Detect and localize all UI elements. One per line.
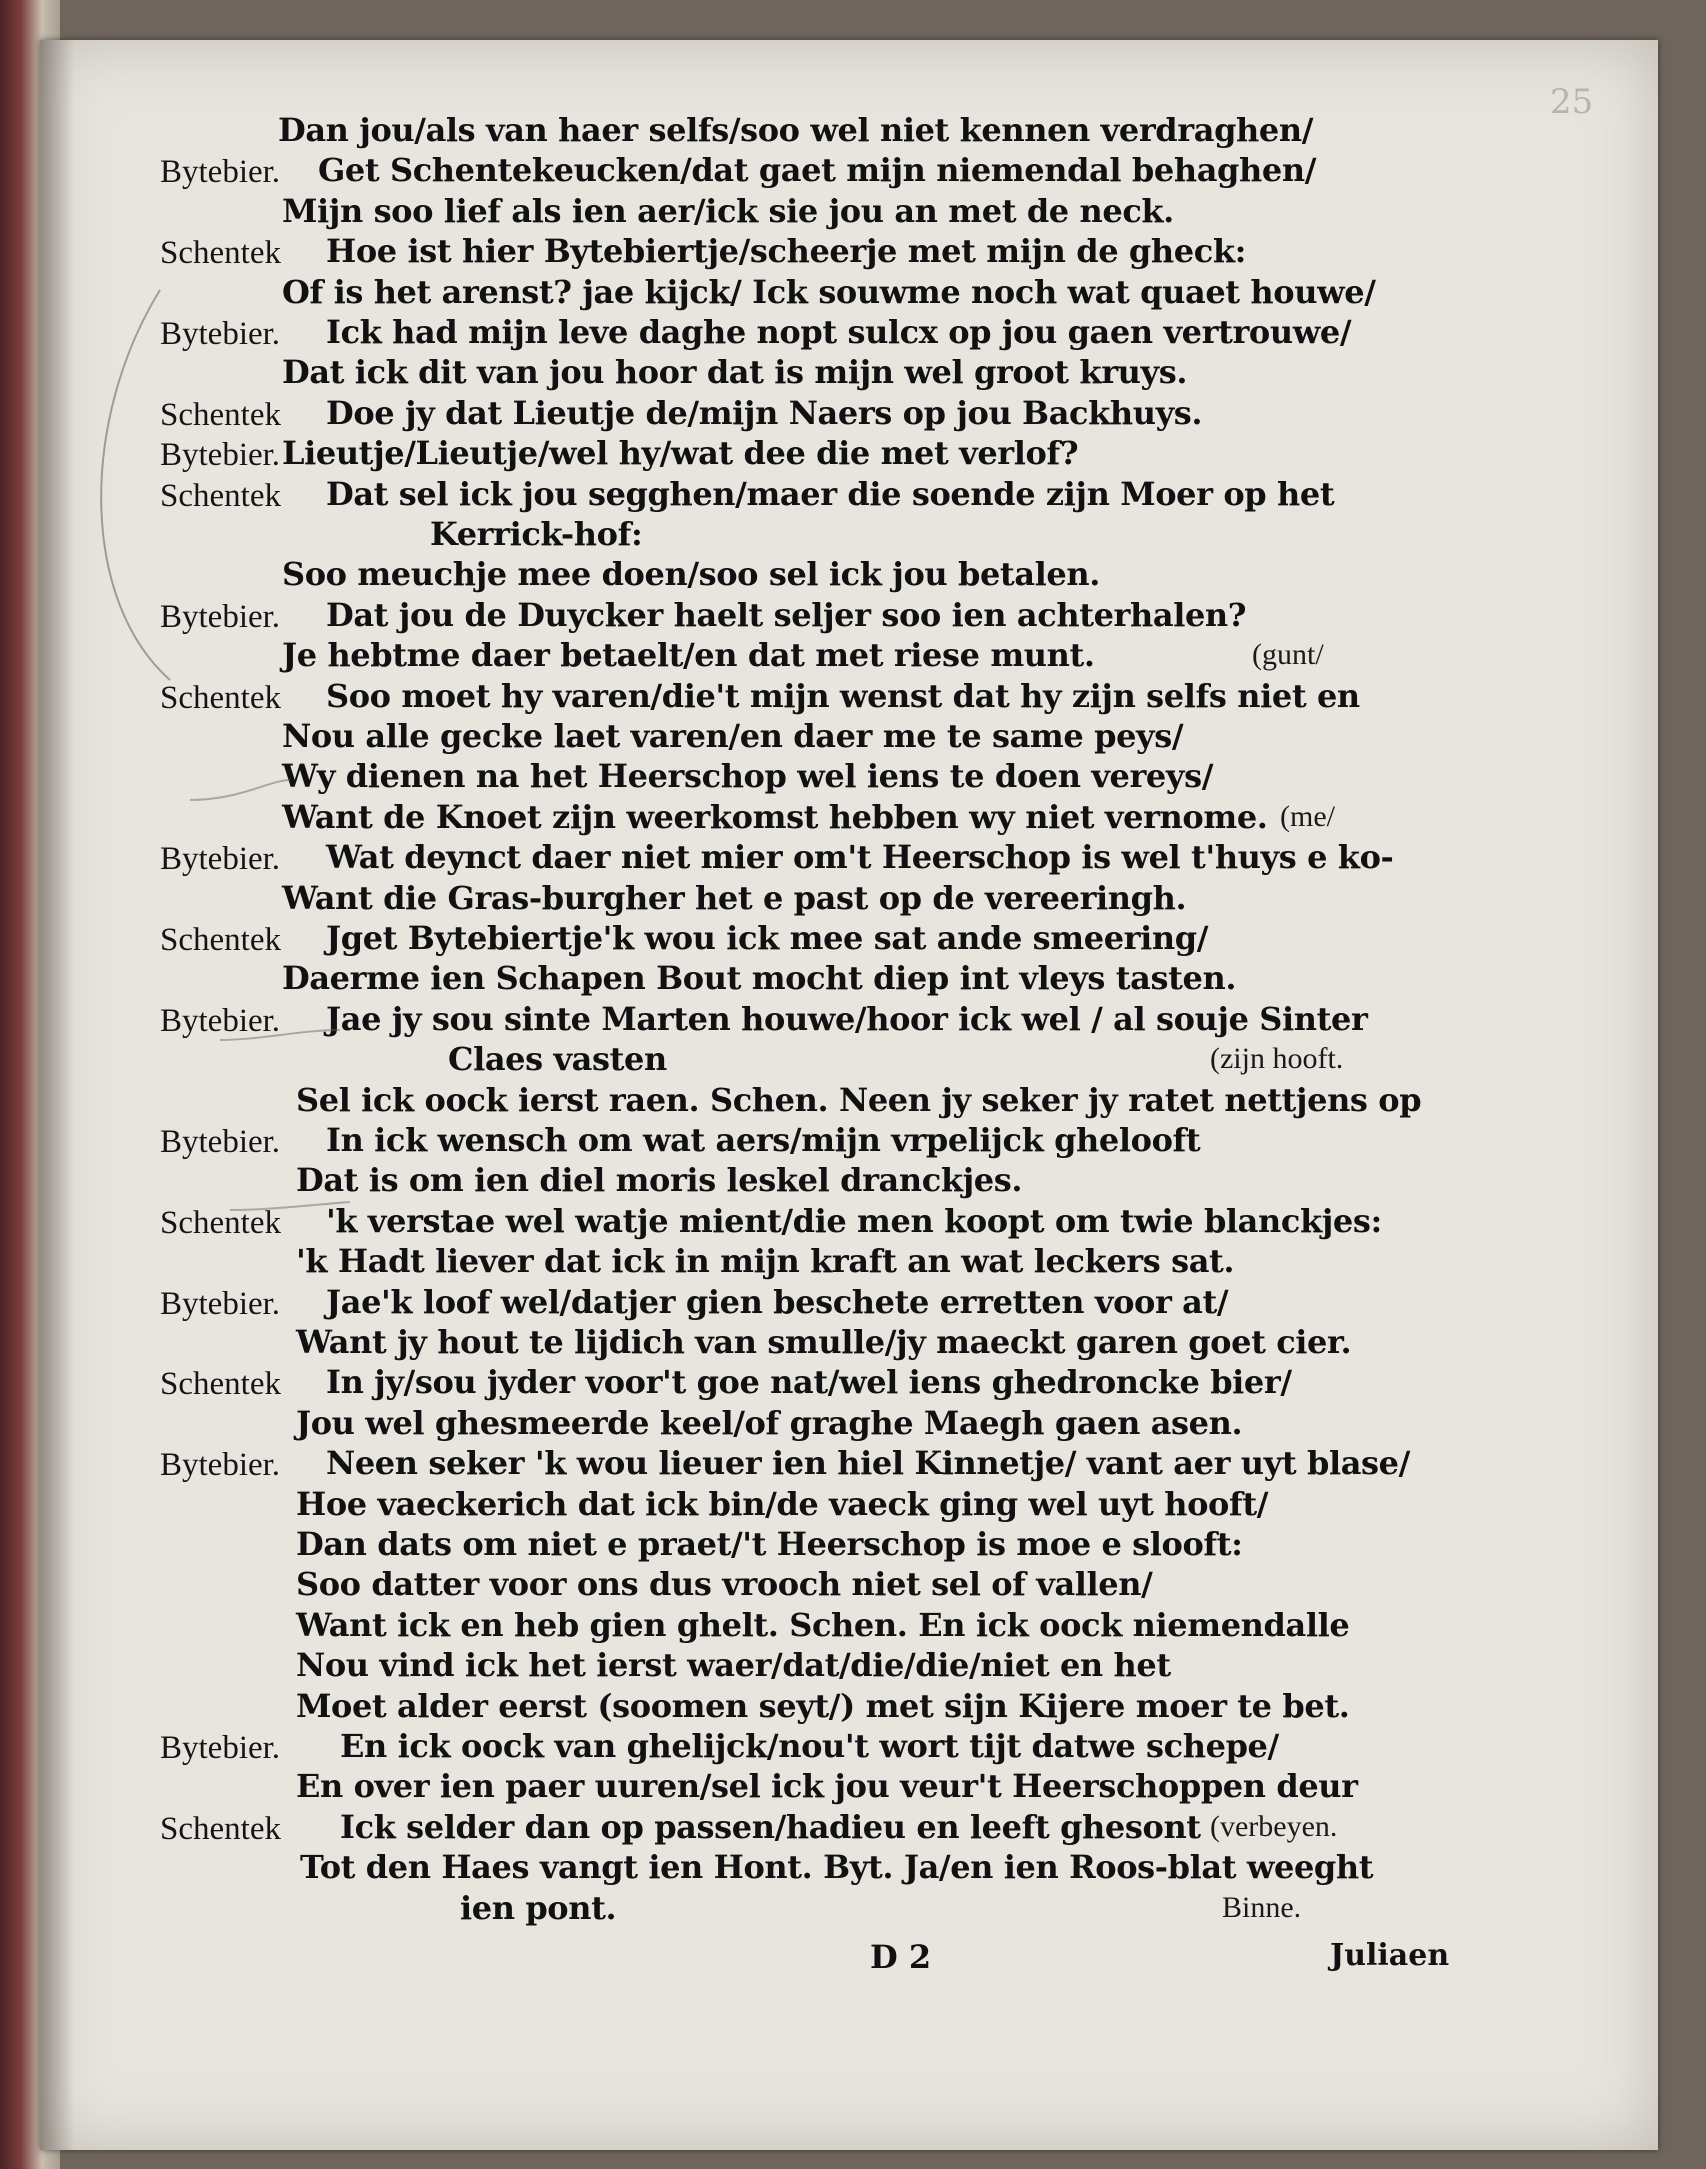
verse-text: En over ien paer uuren/sel ick jou veur't Heerschoppen deur xyxy=(296,1767,1358,1806)
verse-text: En ick oock van ghelijck/nou't wort tijt datwe schepe/ xyxy=(340,1727,1279,1765)
speaker-name: Bytebier. xyxy=(160,598,281,635)
verse-text: Kerrick-hof: xyxy=(430,515,643,553)
verse-text: Soo meuchje mee doen/soo sel ick jou betalen. xyxy=(282,555,1100,594)
text-line xyxy=(40,191,1658,231)
verse-text: Want ick en heb gien ghelt. Schen. En ick oock niemendalle xyxy=(296,1605,1350,1644)
turnover-text: (zijn hooft. xyxy=(1210,1042,1344,1076)
text-line xyxy=(40,312,1658,352)
text-line xyxy=(40,676,1658,716)
speaker-name: Bytebier. xyxy=(160,316,281,352)
verse-text: Jae jy sou sinte Marten houwe/hoor ick wel / al souje Sinter xyxy=(326,999,1368,1038)
verse-text: Soo moet hy varen/die't mijn wenst dat hy zijn selfs niet en xyxy=(326,676,1360,715)
text-line xyxy=(40,150,1658,190)
verse-text: Sel ick oock ierst raen. Schen. Neen jy seker jy ratet nettjens op xyxy=(296,1080,1422,1119)
text-line xyxy=(40,595,1658,635)
verse-text: Wy dienen na het Heerschop wel iens te doen vereys/ xyxy=(282,757,1213,796)
text-line xyxy=(40,352,1658,392)
text-line xyxy=(40,1605,1658,1645)
verse-text: Ick selder dan op passen/hadieu en leeft ghesont xyxy=(340,1807,1201,1846)
text-line xyxy=(40,1201,1658,1241)
speaker-name: Schentek xyxy=(160,235,281,272)
text-line xyxy=(40,1160,1658,1200)
verse-text: Hoe ist hier Bytebiertje/scheerje met mijn de gheck: xyxy=(326,232,1246,271)
speaker-name: Bytebier. xyxy=(160,841,281,878)
verse-text: Want die Gras-burgher het e past op de vereeringh. xyxy=(282,878,1187,917)
text-line xyxy=(40,1080,1658,1120)
text-line xyxy=(40,474,1658,514)
verse-text: Dat is om ien diel moris leskel dranckjes. xyxy=(296,1161,1023,1200)
speaker-name: Schentek xyxy=(160,477,281,514)
text-line xyxy=(40,797,1658,837)
text-line xyxy=(40,1282,1658,1322)
speaker-name: Bytebier. xyxy=(160,154,281,191)
text-line xyxy=(40,1888,1658,1928)
text-line xyxy=(40,756,1658,796)
verse-text: Jae'k loof wel/datjer gien beschete erretten voor at/ xyxy=(326,1282,1229,1321)
verse-text: Doe jy dat Lieutje de/mijn Naers op jou Backhuys. xyxy=(326,393,1203,432)
text-line xyxy=(40,999,1658,1039)
verse-text: Want de Knoet zijn weerkomst hebben wy niet vernome. xyxy=(282,797,1268,836)
speaker-name: Schentek xyxy=(160,1366,281,1403)
speaker-name: Bytebier. xyxy=(160,1002,281,1039)
turnover-text: Binne. xyxy=(1222,1890,1302,1924)
verse-text: Want jy hout te lijdich van smulle/jy maeckt garen goet cier. xyxy=(296,1323,1352,1361)
text-line xyxy=(40,1766,1658,1806)
signature-mark: D 2 xyxy=(870,1938,932,1976)
verse-text: 'k verstae wel watje mient/die men koopt om twie blanckjes: xyxy=(326,1201,1382,1240)
text-line xyxy=(40,554,1658,594)
verse-text: Dan dats om niet e praet/'t Heerschop is moe e slooft: xyxy=(296,1525,1243,1563)
turnover-text: (verbeyen. xyxy=(1210,1809,1338,1843)
text-line xyxy=(40,1726,1658,1766)
catchword: Juliaen xyxy=(1330,1938,1450,1973)
text-line xyxy=(40,918,1658,958)
verse-text: 'k Hadt liever dat ick in mijn kraft an wat leckers sat. xyxy=(296,1242,1235,1281)
speaker-name: Bytebier. xyxy=(160,1124,281,1160)
text-line xyxy=(40,272,1658,312)
text-line xyxy=(40,1484,1658,1524)
text-line xyxy=(40,878,1658,918)
text-line xyxy=(40,837,1658,877)
text-line xyxy=(40,231,1658,271)
text-line xyxy=(40,1807,1658,1847)
verse-text: Soo datter voor ons dus vrooch niet sel of vallen/ xyxy=(296,1565,1153,1604)
speaker-name: Bytebier. xyxy=(160,437,281,474)
text-line xyxy=(40,1362,1658,1402)
verse-text: Mijn soo lief als ien aer/ick sie jou an met de neck. xyxy=(282,191,1174,230)
verse-text: Dat sel ick jou segghen/maer die soende zijn Moer op het xyxy=(326,474,1335,513)
verse-text: Daerme ien Schapen Bout mocht diep int vleys tasten. xyxy=(282,959,1237,998)
verse-text: Get Schentekeucken/dat gaet mijn niemendal behaghen/ xyxy=(318,151,1316,190)
verse-text: Neen seker 'k wou lieuer ien hiel Kinnetje/ vant aer uyt blase/ xyxy=(326,1444,1410,1483)
verse-text: Ick had mijn leve daghe nopt sulcx op jou gaen vertrouwe/ xyxy=(326,313,1352,351)
verse-text: ien pont. xyxy=(460,1888,617,1927)
verse-text: Jou wel ghesmeerde keel/of graghe Maegh gaen asen. xyxy=(296,1403,1243,1442)
text-line xyxy=(40,393,1658,433)
speaker-name: Schentek xyxy=(160,679,281,716)
text-line xyxy=(40,1120,1658,1160)
text-line xyxy=(40,1645,1658,1685)
speaker-name: Bytebier. xyxy=(160,1447,281,1484)
book-page xyxy=(40,40,1658,2150)
speaker-name: Schentek xyxy=(160,922,281,958)
speaker-name: Schentek xyxy=(160,396,281,433)
verse-text: Claes vasten xyxy=(448,1040,667,1079)
text-line xyxy=(40,1039,1658,1079)
turnover-text: (gunt/ xyxy=(1252,638,1324,672)
text-line xyxy=(40,433,1658,473)
speaker-name: Schentek xyxy=(160,1810,281,1847)
verse-text: Tot den Haes vangt ien Hont. Byt. Ja/en ien Roos-blat weeght xyxy=(300,1848,1374,1887)
speaker-name: Bytebier. xyxy=(160,1285,281,1322)
verse-text: Jget Bytebiertje'k wou ick mee sat ande smeering/ xyxy=(326,919,1209,957)
speaker-name: Bytebier. xyxy=(160,1730,281,1766)
text-line xyxy=(40,1241,1658,1281)
text-line xyxy=(40,716,1658,756)
verse-text: Lieutje/Lieutje/wel hy/wat dee die met verlof? xyxy=(282,434,1079,473)
verse-text: Hoe vaeckerich dat ick bin/de vaeck ging wel uyt hooft/ xyxy=(296,1484,1269,1523)
verse-text: Je hebtme daer betaelt/en dat met riese munt. xyxy=(282,636,1095,675)
text-line xyxy=(40,110,1658,150)
verse-text: In jy/sou jyder voor't goe nat/wel iens ghedroncke bier/ xyxy=(326,1363,1292,1402)
verse-text: Moet alder eerst (soomen seyt/) met sijn Kijere moer te bet. xyxy=(296,1686,1350,1725)
turnover-text: (me/ xyxy=(1280,799,1335,833)
folio-mark: 25 xyxy=(1550,82,1594,122)
text-line xyxy=(40,1686,1658,1726)
text-line xyxy=(40,1564,1658,1604)
text-line xyxy=(40,514,1658,554)
verse-text: Wat deynct daer niet mier om't Heerschop is wel t'huys e ko- xyxy=(326,838,1394,877)
verse-text: Nou vind ick het ierst waer/dat/die/die/niet en het xyxy=(296,1646,1171,1685)
verse-text: Nou alle gecke laet varen/en daer me te same peys/ xyxy=(282,717,1184,755)
text-line xyxy=(40,958,1658,998)
text-line xyxy=(40,1403,1658,1443)
text-line xyxy=(40,1443,1658,1483)
text-line xyxy=(40,1847,1658,1887)
speaker-name: Schentek xyxy=(160,1204,281,1241)
verse-text: Of is het arenst? jae kijck/ Ick souwme noch wat quaet houwe/ xyxy=(282,272,1376,311)
verse-text: Dat ick dit van jou hoor dat is mijn wel groot kruys. xyxy=(282,353,1188,392)
text-line xyxy=(40,1322,1658,1362)
verse-text: In ick wensch om wat aers/mijn vrpelijck ghelooft xyxy=(326,1121,1201,1159)
text-line xyxy=(40,1524,1658,1564)
text-line xyxy=(40,635,1658,675)
verse-text: Dan jou/als van haer selfs/soo wel niet kennen verdraghen/ xyxy=(278,111,1314,149)
verse-text: Dat jou de Duycker haelt seljer soo ien achterhalen? xyxy=(326,595,1247,634)
